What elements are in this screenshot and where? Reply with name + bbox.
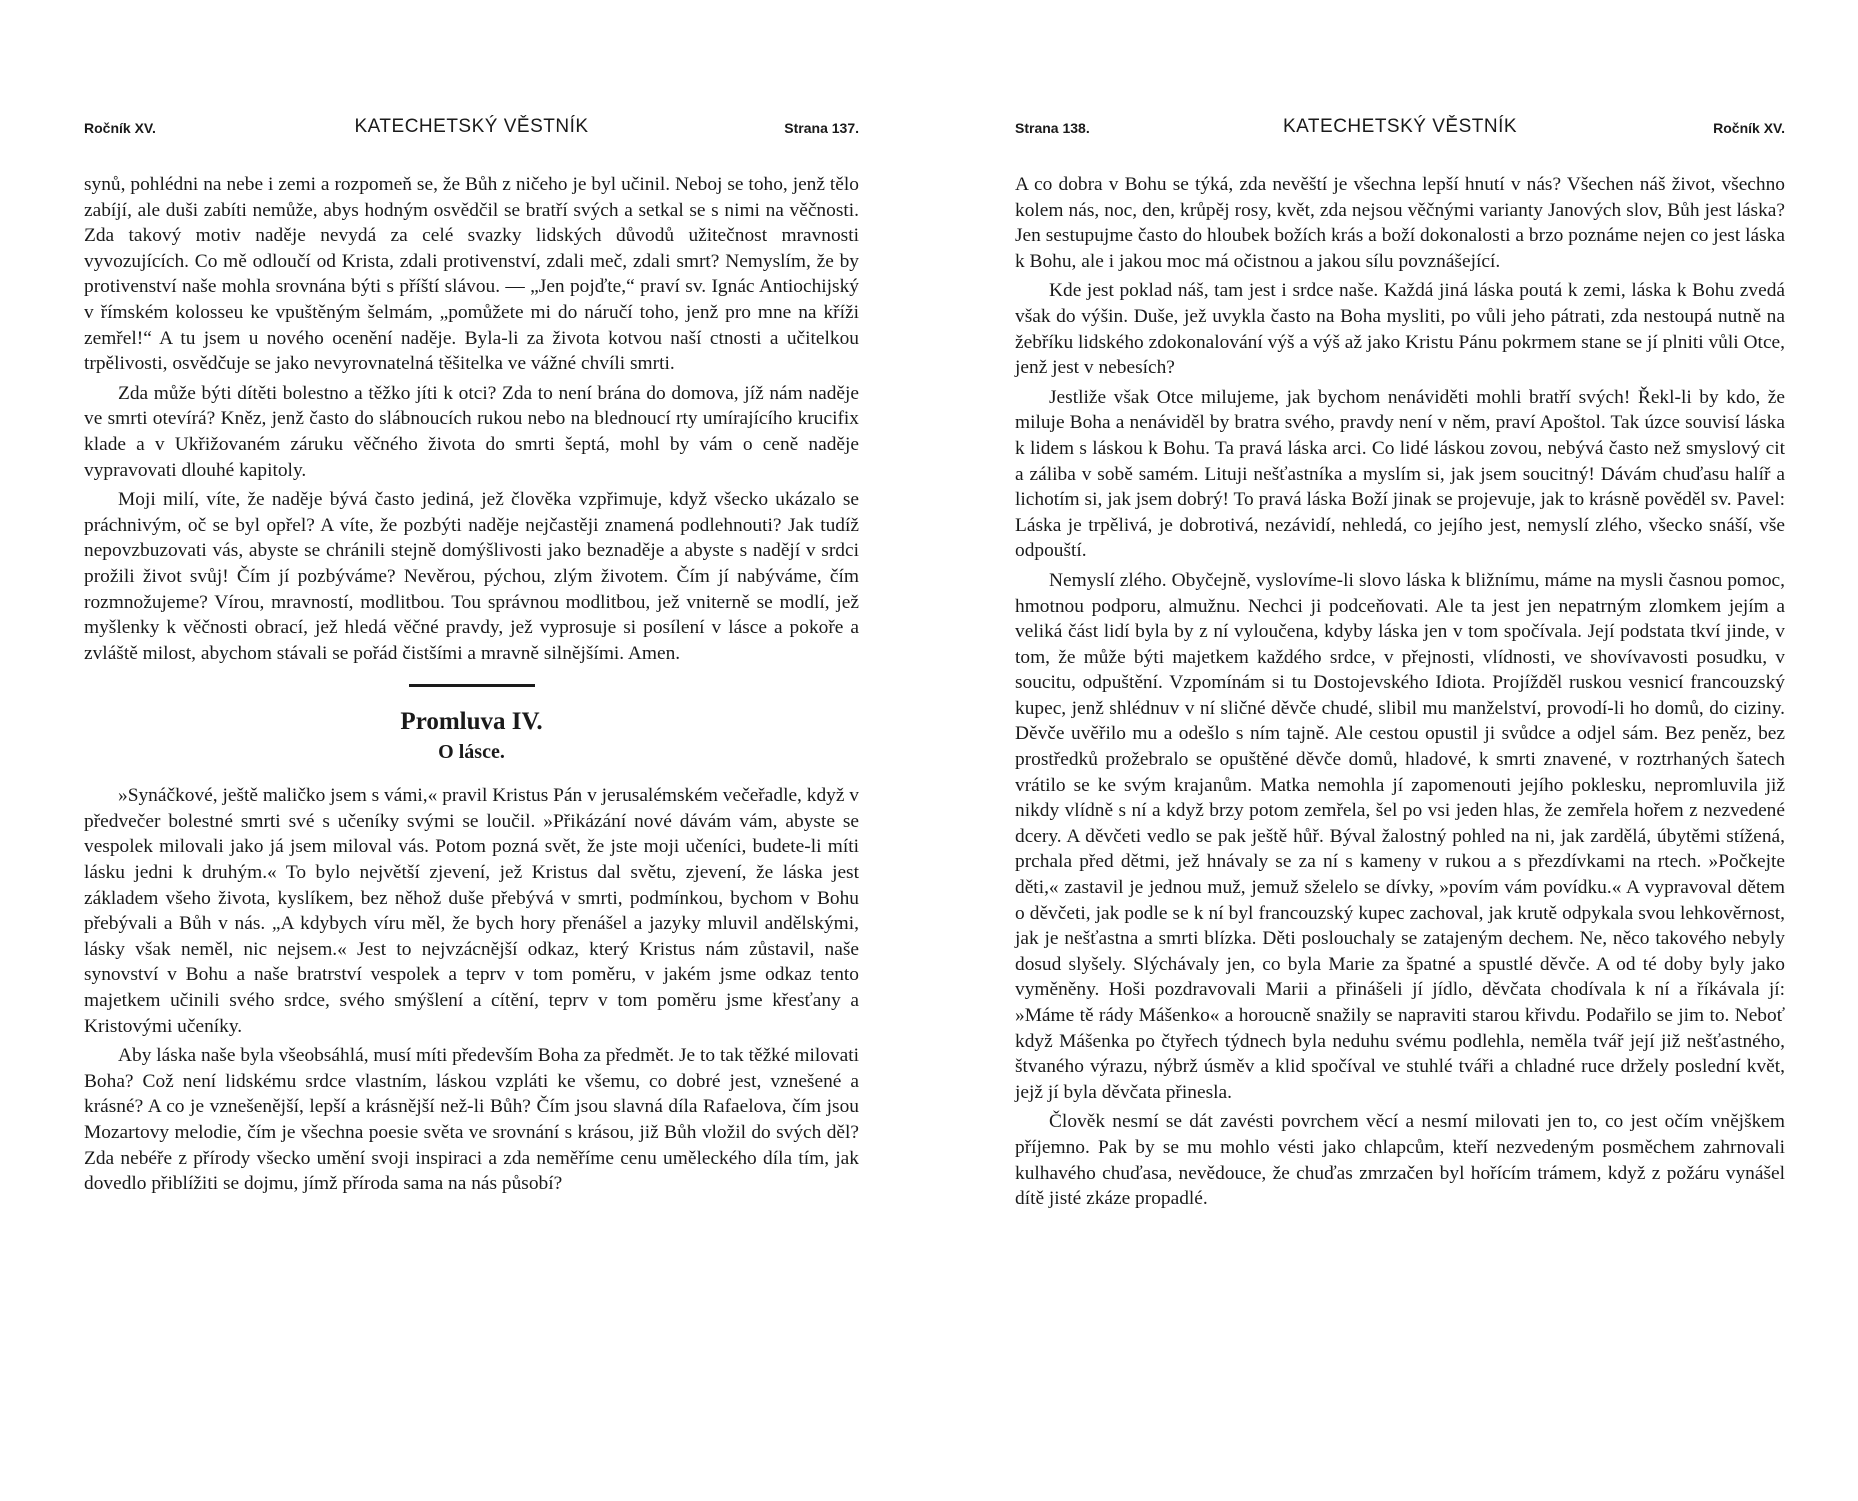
paragraph: Jestliže však Otce milujeme, jak bychom nenáviděti mohli bratří svých! Řekl-li by kdo, že miluje Boha a nenáviděl by bratra svého, pravdy není v něm, praví Apoštol. Tak úzce souvisí láska k lidem s láskou k Bohu. Ta pravá láska arci. Co lidé láskou zovou, nebývá často než smyslový cit a záliba v sobě samém. Lituji nešťastníka a myslím si, jak jsem soucitný! Dávám chuďasu halíř a lichotím si, jak jsem dobrý! To pravá láska Boží jinak se projevuje, jak to krásně pověděl sv. Pavel: Láska je trpělivá, je dobrotivá, nezávidí, nehledá, co jejího jest, nemyslí zlého, všecko snáší, vše odpouští. [1015, 386, 1785, 562]
right-page [1015, 0, 1785, 1501]
paragraph: Člověk nesmí se dát zavésti povrchem věcí a nesmí milovati jen to, co jest očím vnějškem příjemno. Pak by se mu mohlo vésti jako chlapcům, kteří nezvedeným posměchem zahrnovali kulhavého chuďasa, nevědouce, že chuďas zmrzačen byl hořícím trámem, když z požáru vynášel dítě jisté zkáze propadlé. [1015, 1111, 1785, 1210]
paragraph: Aby láska naše byla všeobsáhlá, musí míti především Boha za předmět. Je to tak těžké milovati Boha? Což není lidskému srdce vlastním, láskou vzpláti ke všemu, co dobré jest, vznešené a krásné? A co je vznešenější, lepší a krásnější než-li Bůh? Čím jsou slavná díla Rafaelova, čím jsou Mozartovy melodie, čím je všechna poesie světa ve srovnání s krásou, již Bůh vložil do svých děl? Zda nebéře z přírody všecko umění svoji inspiraci a zda neměříme cenu uměleckého díla tím, jak dovedlo přiblížiti se dojmu, jímž příroda sama na nás působí? [84, 1045, 859, 1195]
journal-title: KATECHETSKÝ VĚSTNÍK [1282, 116, 1518, 137]
paragraph: synů, pohlédni na nebe i zemi a rozpomeň se, že Bůh z ničeho je byl učinil. Neboj se toho, jenž tělo zabíjí, ale duši zabíti nemůže, abys hodným osvědčil se bratří svých a setkal se s nimi na věčnosti. Zda takový motiv naděje nevydá za celé svazky lidských důvodů užitečnost mravnosti vyvozujících. Co mě odloučí od Krista, zdali protivenství, zdali meč, zdali smrt? Nemyslím, že by protivenství naše mohla srovnána býti s příští slávou. — „Jen pojďte,“ praví sv. Ignác Antiochijský v římském kolosseu ke vpuštěným šelmám, „pomůžete mi do náručí toho, jenž pro mne na kříži zemřel!“ A tu jsem u nového ocenění naděje. Byla-li za života kotvou naší ctnosti a učitelkou trpělivosti, osvědčuje se jako nevyrovnatelná těšitelka ve vážné chvíli smrti. [84, 174, 859, 375]
page-number: Strana 137. [784, 120, 859, 136]
sermon-title: Promluva IV. [400, 708, 543, 736]
left-body [84, 172, 859, 1197]
running-head [1015, 116, 1785, 146]
volume-label: Ročník XV. [84, 120, 156, 136]
paragraph: Moji milí, víte, že naděje bývá často jediná, jež člověka vzpřimuje, když všecko ukázalo se práchnivým, oč se byl opřel? A víte, že pozbýti naděje nejčastěji znamená podlehnouti? Jak tudíž nepovzbuzovati vás, abyste se chránili stejně domýšlivosti jako beznaděje a abyste s nadějí v srdci prožili život svůj! Čím jí pozbýváme? Nevěrou, pýchou, zlým životem. Čím jí nabýváme, čím rozmnožujeme? Vírou, mravností, modlitbou. Tou správnou modlitbou, jež vniterně se modlí, jež myšlenky k věčnosti obrací, jež hledá věčné pravdy, jež vyprosuje si posílení v lásce a pokoře a zvláště milost, abychom stávali se pořád čistšími a mravně silnějšími. Amen. [84, 489, 859, 664]
page-number: Strana 138. [1015, 120, 1090, 136]
paragraph: A co dobra v Bohu se týká, zda nevěští je všechna lepší hnutí v nás? Všechen náš život, všechno kolem nás, noc, den, krůpěj rosy, květ, zda nejsou věčnými varianty Janových slov, Bůh jest láska? Jen sestupujme často do hloubek božích krás a boží dokonalosti a brzo poznáme nejen co jest láska k Bohu, ale i jakou moc má očistnou a jakou sílu povznášející. [1015, 174, 1785, 272]
section-divider [409, 684, 535, 687]
left-page [84, 0, 859, 1501]
running-head [84, 116, 859, 146]
paragraph: »Synáčkové, ještě maličko jsem s vámi,« pravil Kristus Pán v jerusalémském večeřadle, když v předvečer bolestné smrti své s učeníky svými se loučil. »Přikázání nové dávám vám, abyste se vespolek milovali jako já jsem miloval vás. Potom pozná svět, že jste moji učeníci, budete-li míti lásku jedni k druhým.« To bylo největší zjevení, jež Kristus dal světu, zjevení, že láska jest základem všeho života, kyslíkem, bez něhož duše přebývá v smrti, podmínkou, bychom v Bohu přebývali a Bůh v nás. „A kdybych víru měl, že bych hory přenášel a jazyky mluvil andělskými, lásky však neměl, nic nejsem.« Jest to nejvzácnější odkaz, který Kristus nám zůstavil, naše synovství v Bohu a naše bratrství vespolek a teprv v tom poměru, v jakém jsme odkaz tento majetkem učinili svého srdce, svého smýšlení a cítění, teprv v tom poměru jsme křesťany a Kristovými učeníky. [84, 785, 859, 1037]
paragraph: Zda může býti dítěti bolestno a těžko jíti k otci? Zda to není brána do domova, jíž nám naděje ve smrti otevírá? Kněz, jenž často do slábnoucích rukou nebo na blednoucí rty umírajícího krucifix klade a v Ukřižovaném záruku věčného života do smrti šeptá, mohl by vám o ceně naděje vypravovati dlouhé kapitoly. [84, 382, 859, 481]
paragraph: Kde jest poklad náš, tam jest i srdce naše. Každá jiná láska poutá k zemi, láska k Bohu zvedá však do výšin. Duše, jež uvykla často na Boha mysliti, po vůli jeho pátrati, zda nestoupá nutně na žebříku lidského zdokonalování výš a výš až jako Kristu Pánu pokrmem stane se jí plniti vůli Otce, jenž jest v nebesích? [1015, 280, 1785, 379]
right-body [1015, 172, 1785, 1212]
sermon-subtitle: O lásce. [438, 741, 505, 764]
journal-title: KATECHETSKÝ VĚSTNÍK [354, 116, 589, 137]
volume-label: Ročník XV. [1713, 120, 1785, 136]
paragraph: Nemyslí zlého. Obyčejně, vyslovíme-li slovo láska k bližnímu, máme na mysli časnou pomoc, hmotnou podporu, almužnu. Nechci ji podceňovati. Ale ta jest jen nepatrným zlomkem jejím a veliká část lidí byla by z ní vyloučena, kdyby láska jen v tom spočívala. Její podstata tkví jinde, v tom, že může býti majetkem každého srdce, v přejnosti, vlídnosti, ve shovívavosti posudku, v soucitu, odpuštění. Vzpomínám si tu Dostojevského Idiota. Projížděl ruskou vesnicí francouzský kupec, jenž shlédnuv v ní sličné děvče chudé, slibil mu manželství, provodí-li ho domů, do ciziny. Děvče uvěřilo mu a odešlo s ním tajně. Ale cestou opustil ji svůdce a odjel sám. Bez peněz, bez prostředků prožebralo se opuštěné děvče domů, hladové, k smrti znavené, v roztrhaných šatech vrátilo se ke svým krajanům. Matka nemohla jí zapomenouti jejího poklesku, nepromluvila již nikdy vlídně s ní a když brzy potom zemřela, šel po vsi jeden hlas, že zemřela hořem z nezvedené dcery. A děvčeti vedlo se pak ještě hůř. Býval žalostný pohled na ni, jak zardělá, úbytěmi stížená, prchala před dětmi, jež hnávaly se za ní s kameny v rukou a s přezdívkami na rtech. »Počkejte děti,« zastavil je jednou muž, jemuž sželelo se dívky, »povím vám povídku.« A vypravoval dětem o děvčeti, jak podle se k ní byl francouzský kupec zachoval, jak krutě odpykala svou lehkověrnost, jak je nešťastna a smrti blízka. Děti poslouchaly se zatajeným dechem. Ne, něco takového nebyly dosud slyšely. Slýchávaly jen, co byla Marie za špatné a spustlé děvče. A od té doby byly jako vyměněny. Hoši pozdravovali Marii a přinášeli jí jídlo, děvčata chodívala k ní a říkávala jí: »Máme tě rády Mášenko« a horoucně snažily se napraviti starou křivdu. Podařilo se jim to. Neboť když Mášenka po čtyřech týdnech byla neduhu svému podlehla, neměla tvář její již nešťastného, štvaného výrazu, nýbrž úsměv a klid spočíval ve stuhlé tváři a chladné ruce držely poslední květ, jejž jí byla děvčata přinesla. [1015, 569, 1785, 1103]
